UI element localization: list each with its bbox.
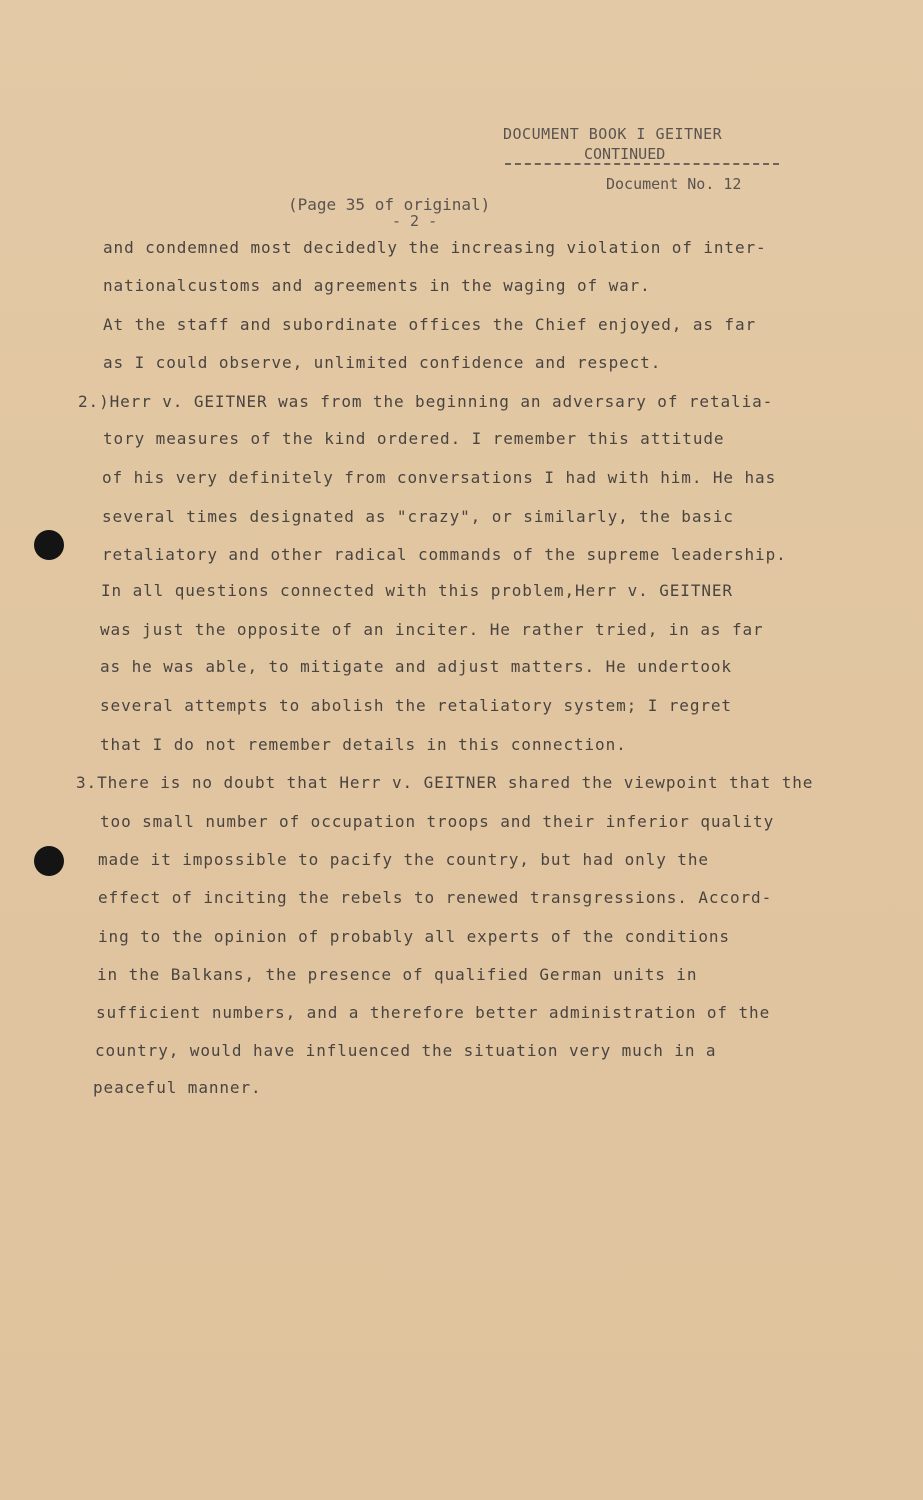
body-line: peaceful manner.: [93, 1078, 262, 1097]
punch-hole-bottom: [34, 846, 64, 876]
body-line: as he was able, to mitigate and adjust matters. He undertook: [100, 657, 732, 676]
body-line: and condemned most decidedly the increasing violation of inter-: [103, 238, 767, 257]
body-line: 3.There is no doubt that Herr v. GEITNER shared the viewpoint that the: [76, 773, 814, 792]
continued-label: CONTINUED: [584, 145, 666, 163]
body-line: 2.)Herr v. GEITNER was from the beginning an adversary of retalia-: [78, 392, 774, 411]
body-line: nationalcustoms and agreements in the waging of war.: [103, 276, 651, 295]
body-line: several times designated as "crazy", or similarly, the basic: [102, 507, 734, 526]
document-book-title: DOCUMENT BOOK I GEITNER: [503, 125, 723, 143]
body-line: ing to the opinion of probably all experts of the conditions: [98, 927, 730, 946]
body-line: retaliatory and other radical commands of the supreme leadership.: [102, 545, 787, 564]
body-line: tory measures of the kind ordered. I remember this attitude: [103, 429, 725, 448]
body-line: In all questions connected with this problem,Herr v. GEITNER: [101, 581, 733, 600]
body-line: sufficient numbers, and a therefore better administration of the: [96, 1003, 771, 1022]
header-divider: [505, 163, 779, 165]
body-line: as I could observe, unlimited confidence and respect.: [103, 353, 662, 372]
body-line: effect of inciting the rebels to renewed transgressions. Accord-: [98, 888, 773, 907]
body-line: of his very definitely from conversations I had with him. He has: [102, 468, 777, 487]
body-line: in the Balkans, the presence of qualified German units in: [97, 965, 698, 984]
body-line: that I do not remember details in this connection.: [100, 735, 627, 754]
body-line: country, would have influenced the situation very much in a: [95, 1041, 717, 1060]
body-line: At the staff and subordinate offices the Chief enjoyed, as far: [103, 315, 757, 334]
original-page-reference: (Page 35 of original): [288, 195, 491, 214]
punch-hole-top: [34, 530, 64, 560]
body-line: made it impossible to pacify the country, but had only the: [98, 850, 709, 869]
body-line: several attempts to abolish the retaliatory system; I regret: [100, 696, 732, 715]
document-number: Document No. 12: [606, 175, 742, 193]
body-line: was just the opposite of an inciter. He rather tried, in as far: [100, 620, 764, 639]
page-number: - 2 -: [392, 212, 438, 230]
body-line: too small number of occupation troops and their inferior quality: [100, 812, 775, 831]
